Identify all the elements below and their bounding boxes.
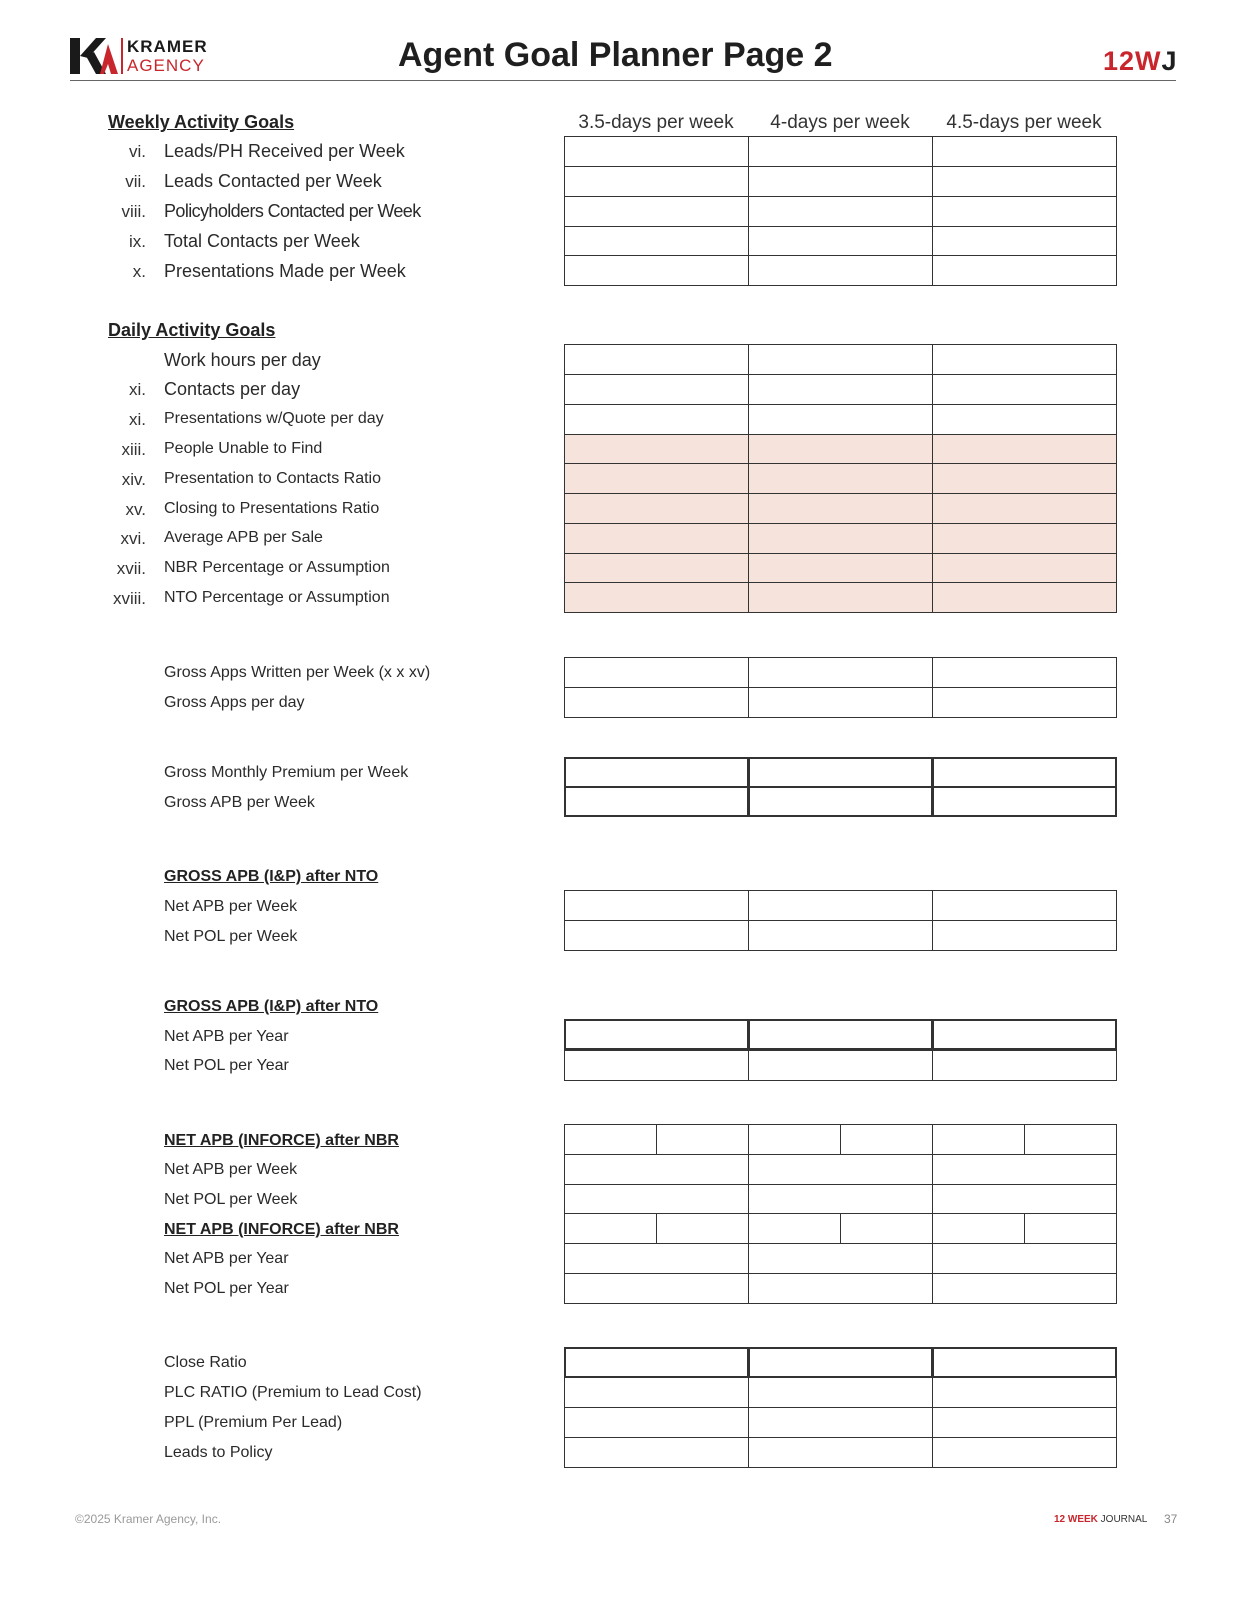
row-label: Closing to Presentations Ratio xyxy=(164,500,380,517)
page-title: Agent Goal Planner Page 2 xyxy=(398,36,833,74)
goal-input-cell[interactable] xyxy=(564,1243,749,1274)
goal-input-cell[interactable] xyxy=(748,255,933,286)
row-numeral: xv. xyxy=(125,500,146,519)
goal-input-cell[interactable] xyxy=(564,657,749,688)
goal-input-cell[interactable] xyxy=(748,344,933,375)
goal-input-half-cell[interactable] xyxy=(932,1213,1025,1244)
goal-input-cell[interactable] xyxy=(564,920,749,951)
row-label: NTO Percentage or Assumption xyxy=(164,589,390,606)
row-label: Net APB per Week xyxy=(164,898,298,915)
row-label: Gross Monthly Premium per Week xyxy=(164,764,409,781)
row-label: Gross Apps Written per Week (x x xv) xyxy=(164,664,431,681)
goal-input-cell[interactable] xyxy=(564,757,749,788)
goal-input-cell[interactable] xyxy=(748,1050,933,1081)
row-label: Presentation to Contacts Ratio xyxy=(164,470,382,487)
goal-input-cell[interactable] xyxy=(932,1019,1117,1050)
goal-input-cell[interactable] xyxy=(748,1347,933,1378)
goal-input-cell[interactable] xyxy=(748,757,933,788)
header-rule xyxy=(70,80,1176,81)
row-label: Gross APB per Week xyxy=(164,794,315,811)
goal-input-cell[interactable] xyxy=(748,1377,933,1408)
goal-input-cell[interactable] xyxy=(564,196,749,227)
goal-input-cell[interactable] xyxy=(748,890,933,921)
goal-input-cell[interactable] xyxy=(932,434,1117,465)
row-label: Contacts per day xyxy=(164,379,301,399)
goal-input-cell[interactable] xyxy=(932,890,1117,921)
row-numeral: ix. xyxy=(129,232,146,251)
nbr-year-title: NET APB (INFORCE) after NBR xyxy=(164,1221,399,1238)
goal-input-cell[interactable] xyxy=(932,582,1117,613)
row-label: Net POL per Year xyxy=(164,1280,289,1297)
goal-input-cell[interactable] xyxy=(932,255,1117,286)
row-numeral: xviii. xyxy=(112,589,146,608)
goal-input-cell[interactable] xyxy=(932,1347,1117,1378)
row-label: Average APB per Sale xyxy=(164,529,323,546)
row-numeral: xvii. xyxy=(116,559,146,578)
goal-input-cell[interactable] xyxy=(564,582,749,613)
footer-brand xyxy=(1054,1514,1147,1525)
goal-input-cell[interactable] xyxy=(932,920,1117,951)
goal-input-cell[interactable] xyxy=(932,136,1117,167)
brand-code-red: 12W xyxy=(1103,46,1162,76)
goal-input-cell[interactable] xyxy=(932,1243,1117,1274)
goal-input-half-cell[interactable] xyxy=(564,1213,657,1244)
goal-input-cell[interactable] xyxy=(564,1347,749,1378)
row-label: Gross Apps per day xyxy=(164,694,305,711)
goal-input-cell[interactable] xyxy=(564,1184,749,1215)
row-label: Net POL per Week xyxy=(164,928,298,945)
goal-input-cell[interactable] xyxy=(564,553,749,584)
goal-input-half-cell[interactable] xyxy=(748,1124,841,1155)
column-header-3-5-days: 3.5-days per week xyxy=(578,112,734,133)
goal-input-half-cell[interactable] xyxy=(748,1213,841,1244)
goal-input-cell[interactable] xyxy=(932,1050,1117,1081)
row-label: Net APB per Year xyxy=(164,1250,289,1267)
goal-input-cell[interactable] xyxy=(932,344,1117,375)
column-header-4-days: 4-days per week xyxy=(770,112,910,133)
goal-input-cell[interactable] xyxy=(748,404,933,435)
brand-code xyxy=(1103,46,1178,77)
row-label: Net APB per Week xyxy=(164,1161,298,1178)
goal-input-cell[interactable] xyxy=(748,1407,933,1438)
goal-input-cell[interactable] xyxy=(748,166,933,197)
logo-divider xyxy=(121,38,123,74)
goal-input-cell[interactable] xyxy=(748,226,933,257)
goal-input-cell[interactable] xyxy=(564,493,749,524)
goal-input-cell[interactable] xyxy=(748,1273,933,1304)
logo-wordmark-bottom: AGENCY xyxy=(127,56,205,75)
row-label: Net POL per Year xyxy=(164,1057,289,1074)
row-label: Net APB per Year xyxy=(164,1028,289,1045)
goal-input-cell[interactable] xyxy=(932,493,1117,524)
goal-input-cell[interactable] xyxy=(932,1407,1117,1438)
goal-input-cell[interactable] xyxy=(564,1019,749,1050)
goal-input-cell[interactable] xyxy=(932,553,1117,584)
goal-input-cell[interactable] xyxy=(932,166,1117,197)
row-label: Net POL per Week xyxy=(164,1191,298,1208)
row-label: Presentations w/Quote per day xyxy=(164,410,384,427)
row-numeral: xiii. xyxy=(121,440,146,459)
goal-input-cell[interactable] xyxy=(748,434,933,465)
goal-input-cell[interactable] xyxy=(564,687,749,718)
goal-input-cell[interactable] xyxy=(932,1154,1117,1185)
goal-input-cell[interactable] xyxy=(748,657,933,688)
goal-input-cell[interactable] xyxy=(564,523,749,554)
goal-input-cell[interactable] xyxy=(564,1050,749,1081)
goal-input-cell[interactable] xyxy=(564,166,749,197)
goal-input-cell[interactable] xyxy=(932,1377,1117,1408)
footer-brand-dark: JOURNAL xyxy=(1097,1514,1148,1525)
goal-input-cell[interactable] xyxy=(564,463,749,494)
copyright: ©2025 Kramer Agency, Inc. xyxy=(75,1512,222,1526)
goal-input-half-cell[interactable] xyxy=(1024,1213,1117,1244)
row-label: Presentations Made per Week xyxy=(164,261,406,281)
row-label: PLC RATIO (Premium to Lead Cost) xyxy=(164,1384,422,1401)
goal-input-cell[interactable] xyxy=(564,255,749,286)
row-numeral: xi. xyxy=(129,410,146,429)
weekly-section-title: Weekly Activity Goals xyxy=(108,112,295,132)
row-label: Leads/PH Received per Week xyxy=(164,141,405,161)
row-label: Close Ratio xyxy=(164,1354,247,1371)
goal-input-cell[interactable] xyxy=(932,687,1117,718)
goal-input-cell[interactable] xyxy=(748,493,933,524)
goal-input-half-cell[interactable] xyxy=(656,1213,749,1244)
goal-input-cell[interactable] xyxy=(932,1184,1117,1215)
goal-input-cell[interactable] xyxy=(564,136,749,167)
goal-input-cell[interactable] xyxy=(564,1377,749,1408)
goal-input-cell[interactable] xyxy=(564,890,749,921)
row-label: People Unable to Find xyxy=(164,440,323,457)
goal-input-cell[interactable] xyxy=(564,404,749,435)
goal-input-cell[interactable] xyxy=(748,1019,933,1050)
nto-year-title: GROSS APB (I&P) after NTO xyxy=(164,998,379,1015)
goal-input-half-cell[interactable] xyxy=(1024,1124,1117,1155)
goal-input-cell[interactable] xyxy=(932,374,1117,405)
kramer-logo-icon xyxy=(70,38,118,74)
row-label: Leads Contacted per Week xyxy=(164,171,382,191)
goal-input-cell[interactable] xyxy=(932,757,1117,788)
goal-input-half-cell[interactable] xyxy=(932,1124,1025,1155)
goal-input-cell[interactable] xyxy=(932,463,1117,494)
goal-input-cell[interactable] xyxy=(748,1184,933,1215)
goal-input-cell[interactable] xyxy=(748,1243,933,1274)
goal-input-cell[interactable] xyxy=(748,582,933,613)
goal-input-cell[interactable] xyxy=(564,1273,749,1304)
goal-input-cell[interactable] xyxy=(932,523,1117,554)
goal-input-cell[interactable] xyxy=(748,1437,933,1468)
goal-input-half-cell[interactable] xyxy=(564,1124,657,1155)
row-numeral: xiv. xyxy=(121,470,146,489)
row-label: PPL (Premium Per Lead) xyxy=(164,1414,343,1431)
goal-input-cell[interactable] xyxy=(932,657,1117,688)
row-numeral: xvi. xyxy=(120,529,146,548)
goal-input-cell[interactable] xyxy=(748,374,933,405)
row-label: Leads to Policy xyxy=(164,1444,273,1461)
goal-input-cell[interactable] xyxy=(748,523,933,554)
goal-input-cell[interactable] xyxy=(748,136,933,167)
row-numeral: x. xyxy=(132,262,146,281)
goal-input-cell[interactable] xyxy=(564,434,749,465)
row-numeral: vi. xyxy=(129,142,146,161)
goal-input-cell[interactable] xyxy=(932,786,1117,817)
goal-input-cell[interactable] xyxy=(748,1154,933,1185)
goal-input-half-cell[interactable] xyxy=(840,1213,933,1244)
page-number: 37 xyxy=(1164,1512,1178,1526)
goal-input-cell[interactable] xyxy=(564,1407,749,1438)
nbr-week-title: NET APB (INFORCE) after NBR xyxy=(164,1132,399,1149)
goal-input-cell[interactable] xyxy=(932,1437,1117,1468)
goal-input-cell[interactable] xyxy=(748,920,933,951)
goal-input-cell[interactable] xyxy=(564,786,749,817)
row-label: Policyholders Contacted per Week xyxy=(164,201,421,221)
row-label: Work hours per day xyxy=(164,350,321,370)
goal-input-cell[interactable] xyxy=(932,1273,1117,1304)
goal-input-cell[interactable] xyxy=(748,196,933,227)
row-label: NBR Percentage or Assumption xyxy=(164,559,390,576)
goal-input-cell[interactable] xyxy=(564,344,749,375)
goal-input-cell[interactable] xyxy=(932,196,1117,227)
goal-input-half-cell[interactable] xyxy=(840,1124,933,1155)
row-label: Total Contacts per Week xyxy=(164,231,360,251)
footer-brand-red: 12 WEEK xyxy=(1054,1514,1098,1525)
goal-input-cell[interactable] xyxy=(932,404,1117,435)
goal-input-cell[interactable] xyxy=(564,1437,749,1468)
goal-input-cell[interactable] xyxy=(932,226,1117,257)
column-header-4-5-days: 4.5-days per week xyxy=(946,112,1102,133)
brand-code-dark: J xyxy=(1161,46,1178,76)
goal-input-cell[interactable] xyxy=(748,786,933,817)
row-numeral: vii. xyxy=(125,172,146,191)
row-numeral: viii. xyxy=(121,202,146,221)
goal-input-cell[interactable] xyxy=(748,553,933,584)
goal-input-cell[interactable] xyxy=(564,374,749,405)
logo-wordmark-top: KRAMER xyxy=(127,37,208,56)
goal-input-cell[interactable] xyxy=(564,1154,749,1185)
daily-section-title: Daily Activity Goals xyxy=(108,320,276,340)
row-numeral: xi. xyxy=(129,380,146,399)
goal-input-cell[interactable] xyxy=(748,687,933,718)
goal-input-cell[interactable] xyxy=(564,226,749,257)
nto-week-title: GROSS APB (I&P) after NTO xyxy=(164,868,379,885)
goal-input-cell[interactable] xyxy=(748,463,933,494)
goal-input-half-cell[interactable] xyxy=(656,1124,749,1155)
